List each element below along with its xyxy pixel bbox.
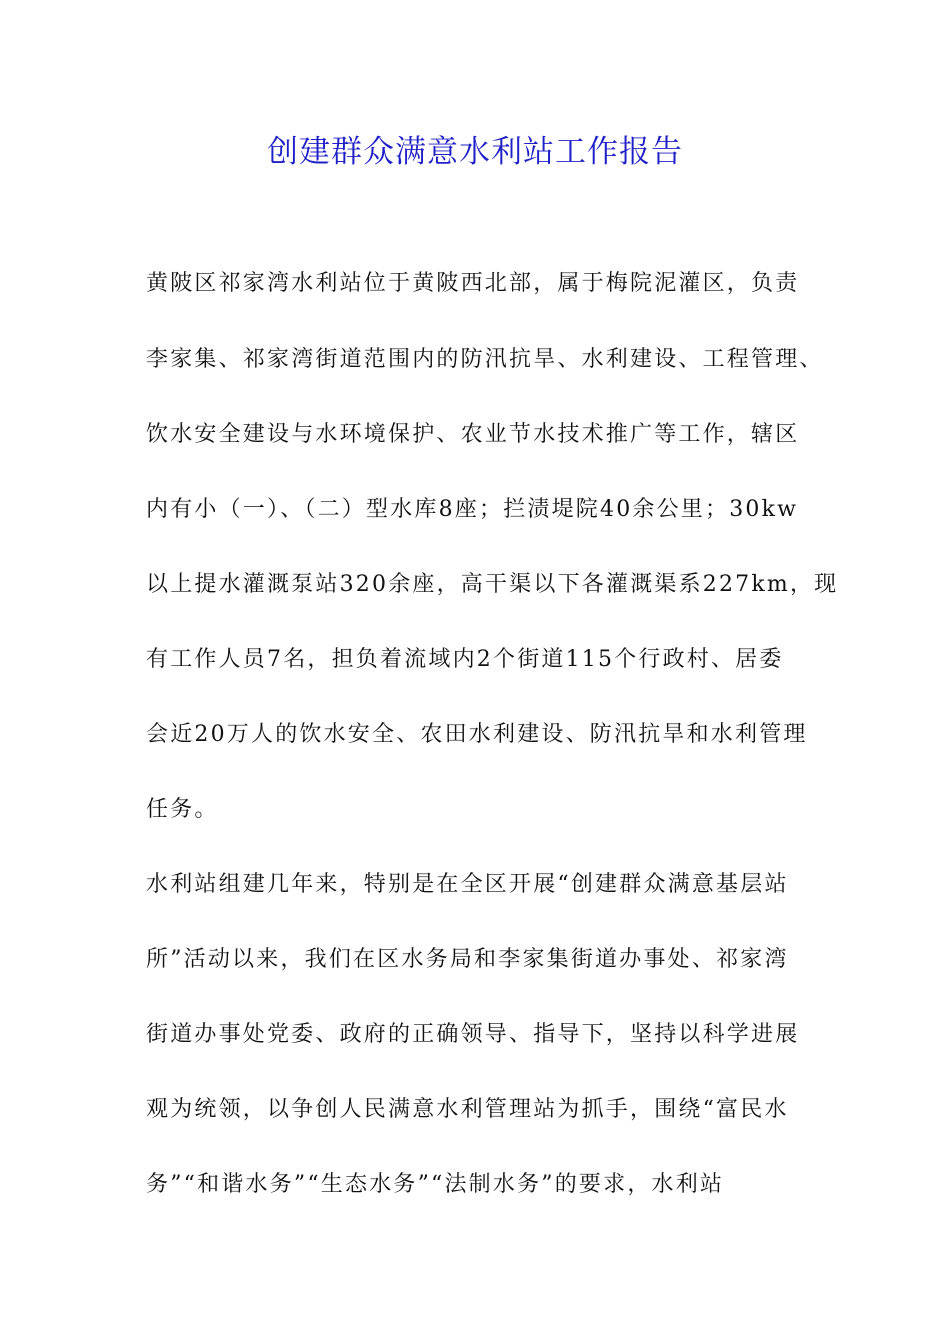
paragraph-1-line-7: 会近20万人的饮水安全、农田水利建设、防汛抗旱和水利管理	[146, 722, 808, 747]
paragraph-1-line-8: 任务。	[146, 797, 219, 822]
paragraph-1-line-3: 饮水安全建设与水环境保护、农业节水技术推广等工作，辖区	[146, 422, 800, 447]
paragraph-1-line-1: 黄陂区祁家湾水利站位于黄陂西北部，属于梅院泥灌区，负责	[146, 271, 800, 296]
paragraph-1-line-2: 李家集、祁家湾街道范围内的防汛抗旱、水利建设、工程管理、	[146, 347, 824, 372]
paragraph-2-line-1: 水利站组建几年来，特别是在全区开展“创建群众满意基层站	[146, 872, 789, 897]
paragraph-2-line-3: 街道办事处党委、政府的正确领导、指导下，坚持以科学进展	[146, 1022, 800, 1047]
paragraph-2-line-5: 务”“和谐水务”“生态水务”“法制水务”的要求，水利站	[146, 1172, 725, 1197]
document-title: 创建群众满意水利站工作报告	[267, 134, 683, 170]
paragraph-2-line-4: 观为统领，以争创人民满意水利管理站为抓手，围绕“富民水	[146, 1097, 789, 1122]
paragraph-1-line-5: 以上提水灌溉泵站320余座，高干渠以下各灌溉渠系227km，现	[146, 572, 839, 597]
paragraph-1-line-6: 有工作人员7名，担负着流域内2个街道115个行政村、居委	[146, 647, 784, 672]
paragraph-1-line-4: 内有小（一）、（二）型水库8座；拦渍堤院40余公里；30kw	[146, 497, 799, 522]
paragraph-2-line-2: 所”活动以来，我们在区水务局和李家集街道办事处、祁家湾	[146, 947, 789, 972]
